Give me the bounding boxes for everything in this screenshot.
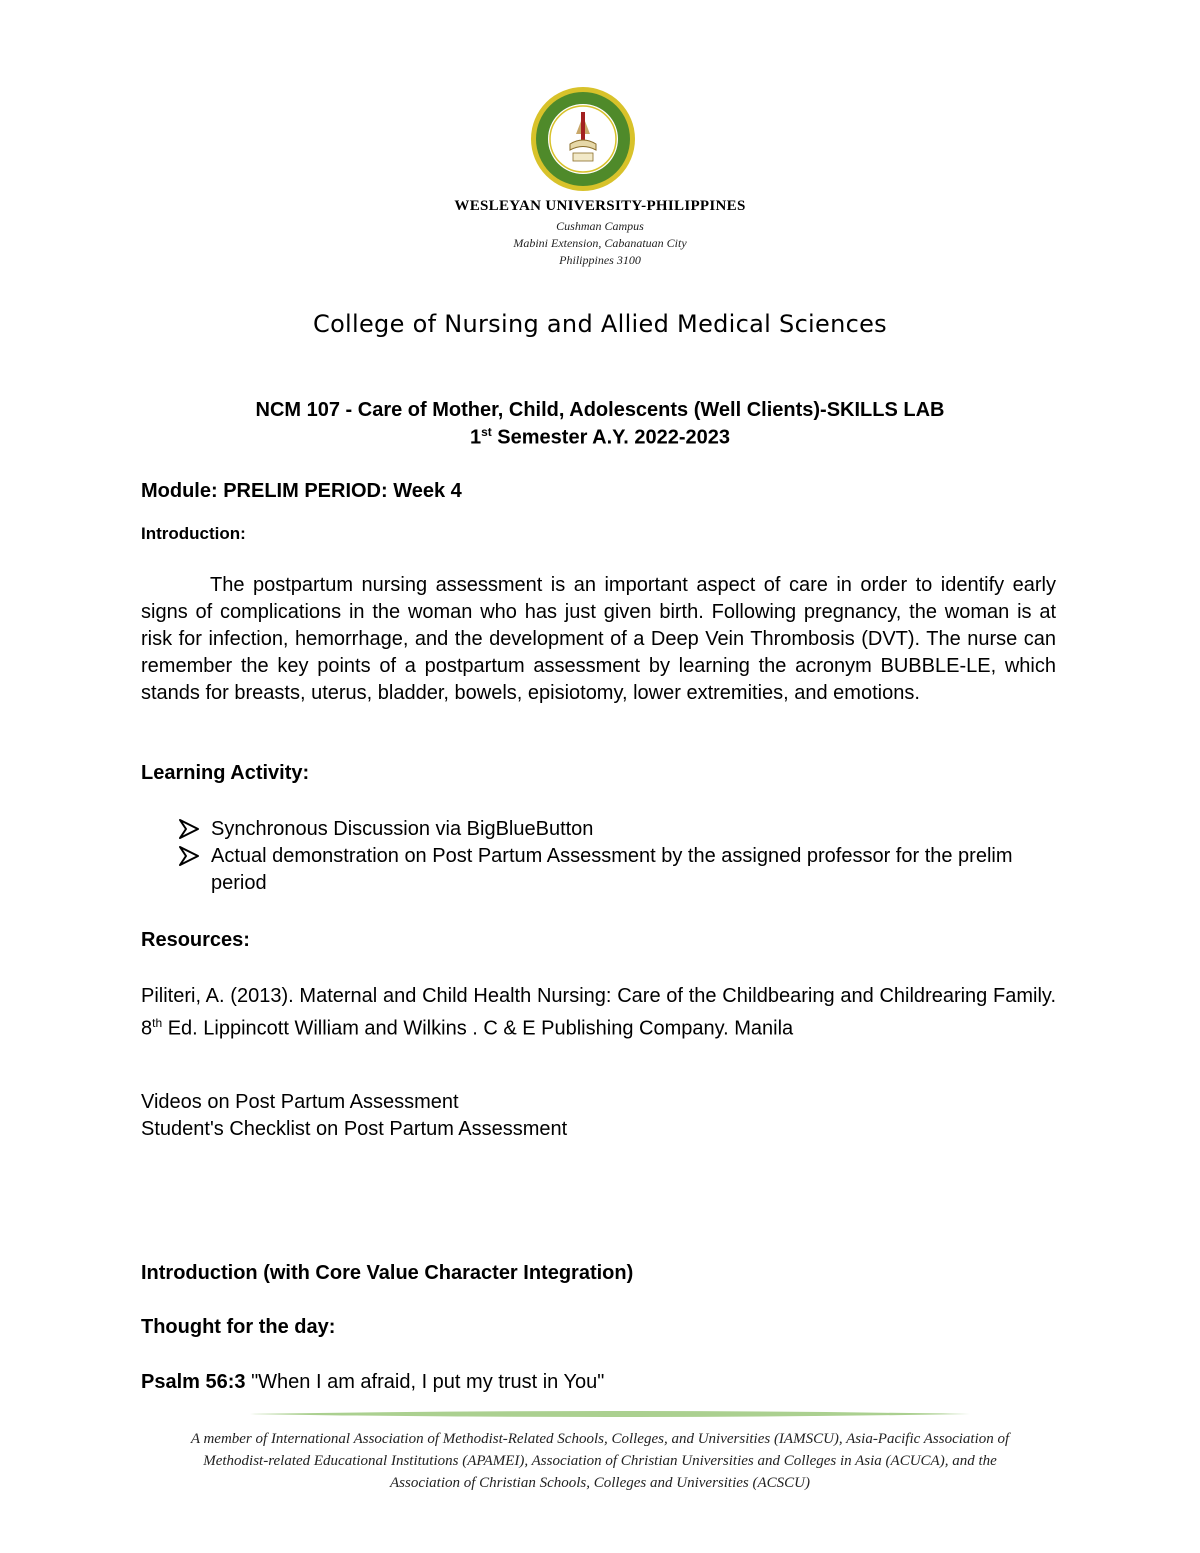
resource-checklist: Student's Checklist on Post Partum Assessment	[141, 1118, 568, 1140]
campus-line-3: Philippines 3100	[559, 253, 641, 267]
introduction-heading: Introduction:	[141, 524, 246, 543]
list-item	[178, 843, 1058, 897]
resource-videos: Videos on Post Partum Assessment	[141, 1091, 459, 1113]
citation-superscript: th	[152, 1016, 163, 1030]
resource-citation	[141, 983, 1056, 1043]
campus-line-1: Cushman Campus	[556, 219, 644, 233]
footer-divider	[250, 1408, 970, 1420]
verse-text: "When I am afraid, I put my trust in You"	[245, 1371, 605, 1393]
resources-heading: Resources:	[141, 929, 250, 951]
list-item	[178, 816, 1058, 843]
university-seal-logo	[530, 86, 636, 192]
verse-reference: Psalm 56:3	[141, 1371, 246, 1393]
learning-activity-list	[178, 816, 1058, 897]
arrow-bullet-icon	[178, 845, 200, 867]
footer-affiliations: A member of International Association of Methodist-Related Schools, Colleges, and Universities (IAMSCU), Asia-Pacific Association of Methodist-related Educational Institutions (APAMEI), Association of Christian Universities and Colleges in Asia (ACUCA), and the Association of Christian Schools, Colleges and Universities (ACSCU)	[190, 1431, 1010, 1491]
semester-superscript: st	[481, 425, 492, 439]
semester-text: Semester A.Y. 2022-2023	[491, 426, 731, 449]
core-value-heading: Introduction (with Core Value Character Integration)	[141, 1262, 634, 1284]
psalm-verse	[141, 1371, 604, 1394]
learning-activity-heading: Learning Activity:	[141, 762, 310, 784]
semester-number: 1	[469, 426, 482, 449]
college-title: College of Nursing and Allied Medical Sciences	[313, 310, 887, 338]
semester-line	[0, 425, 1200, 450]
course-title: NCM 107 - Care of Mother, Child, Adolescents (Well Clients)-SKILLS LAB	[255, 399, 945, 421]
citation-text-2: Ed. Lippincott William and Wilkins . C & E Publishing Company. Manila	[162, 1017, 794, 1040]
citation-text-1: Piliteri, A. (2013). Maternal and Child Health Nursing: Care of the Childbearing and Childrearing Family. 8	[141, 985, 1056, 1040]
list-item-text: Synchronous Discussion via BigBlueButton	[211, 818, 594, 840]
campus-line-2: Mabini Extension, Cabanatuan City	[513, 236, 687, 250]
university-name: WESLEYAN UNIVERSITY-PHILIPPINES	[454, 198, 746, 214]
module-heading: Module: PRELIM PERIOD: Week 4	[141, 480, 462, 502]
arrow-bullet-icon	[178, 818, 200, 840]
introduction-paragraph: The postpartum nursing assessment is an important aspect of care in order to identify early signs of complications in the woman who has just given birth. Following pregnancy, the woman is at risk for infection, hemorrhage, and the development of a Deep Vein Thrombosis (DVT). The nurse can remember the key points of a postpartum assessment by learning the acronym BUBBLE-LE, which stands for breasts, uterus, bladder, bowels, episiotomy, lower extremities, and emotions.	[141, 574, 1056, 704]
list-item-text: Actual demonstration on Post Partum Assessment by the assigned professor for the prelim period	[211, 845, 1013, 894]
thought-heading: Thought for the day:	[141, 1316, 336, 1338]
